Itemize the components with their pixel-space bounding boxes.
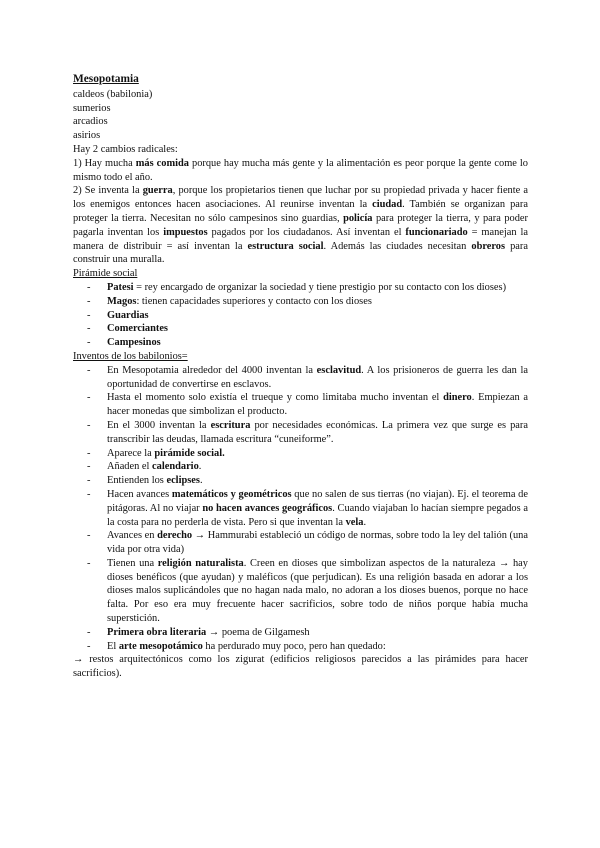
people-line: sumerios <box>73 102 111 114</box>
dash-bullet: - <box>87 281 91 293</box>
document-page <box>73 73 528 681</box>
text-run: . También se organizan para proteger la tierra. Necesitan no sólo campesinos sino guardias, <box>73 199 528 224</box>
invention-item <box>73 419 528 447</box>
inventions-list <box>73 364 528 654</box>
bold-term: dinero <box>443 392 472 404</box>
text-run: ha perdurado muy poco, pero han quedado: <box>202 640 386 652</box>
dash-bullet: - <box>87 530 91 542</box>
bold-term: pirámide social. <box>154 447 225 459</box>
change-paragraph <box>73 157 528 185</box>
text-run: Avances en <box>107 530 158 542</box>
pyramid-item <box>73 281 528 295</box>
text-run: para proteger la tierra, y para poder pagarla inventan los <box>73 212 528 238</box>
invention-item <box>73 626 528 640</box>
dash-bullet: - <box>87 626 91 638</box>
intro-line: Hay 2 cambios radicales: <box>73 143 178 155</box>
inventions-heading: Inventos de los babilonios= <box>73 350 188 362</box>
people-line: asirios <box>73 130 101 142</box>
invention-item <box>73 488 528 529</box>
dash-bullet: - <box>87 447 91 459</box>
text-run: . Además las ciudades necesitan <box>323 240 472 252</box>
invention-item <box>73 447 528 461</box>
text-run: = manejan la manera de distribuir = así inventan la <box>73 226 528 252</box>
bold-term: funcionariado <box>405 226 468 238</box>
text-run: En Mesopotamia alrededor del 4000 inventan la <box>107 364 317 376</box>
pyramid-item <box>73 309 528 323</box>
bold-term: calendario <box>152 461 199 473</box>
bold-term: ciudad <box>372 199 403 211</box>
bold-term: religión naturalista <box>157 557 244 569</box>
text-run: Entienden los <box>107 475 167 487</box>
text-run: pagados por los ciudadanos. Así inventan el <box>207 226 406 238</box>
bold-term: esclavitud <box>316 364 362 376</box>
dash-bullet: - <box>87 640 91 652</box>
bold-term: vela <box>345 516 364 528</box>
dash-bullet: - <box>87 309 91 321</box>
bold-term: guerra <box>142 185 173 197</box>
bold-term: no hacen avances geográficos <box>202 502 333 514</box>
invention-item <box>73 640 528 654</box>
text-run: . <box>198 461 202 473</box>
people-line: arcadios <box>73 116 108 128</box>
pyramid-item <box>73 295 528 309</box>
text-run: para construir una muralla. <box>73 240 528 266</box>
text-run: por necesidades económicas. La primera vez que surge es para transcribir las deudas, llamada escritura “cuneiforme”. <box>107 419 528 445</box>
bold-term: arte mesopotámico <box>118 640 203 652</box>
text-run: → poema de Gilgamesh <box>206 626 310 638</box>
pyramid-item <box>73 336 528 350</box>
dash-bullet: - <box>87 337 91 349</box>
bold-term: Campesinos <box>107 337 161 349</box>
dash-bullet: - <box>87 392 91 404</box>
dash-bullet: - <box>87 557 91 569</box>
dash-bullet: - <box>87 364 91 376</box>
document-title: Mesopotamia <box>73 73 139 85</box>
bold-term: Comerciantes <box>107 323 168 335</box>
invention-item <box>73 557 528 626</box>
text-run: : tienen capacidades superiores y contacto con los dioses <box>136 295 372 307</box>
bold-term: más comida <box>135 157 189 169</box>
text-run: El <box>107 640 119 652</box>
bold-term: policía <box>343 212 373 224</box>
bold-term: Primera obra literaria <box>107 626 207 638</box>
bold-term: Magos <box>107 295 137 307</box>
bold-term: obreros <box>471 240 506 252</box>
text-run: 2) Se inventa la <box>73 185 143 197</box>
text-run: 1) Hay mucha <box>73 157 136 169</box>
text-run: . <box>199 475 203 487</box>
dash-bullet: - <box>87 419 91 431</box>
dash-bullet: - <box>87 488 91 500</box>
people-line: caldeos (babilonia) <box>73 88 153 100</box>
bold-term: derecho <box>157 530 193 542</box>
invention-item <box>73 474 528 488</box>
text-run: . <box>363 516 367 528</box>
text-run: Tienen una <box>107 557 158 569</box>
closing-line: → restos arquitectónicos como los zigurat (edificios religiosos parecidos a las pirámides para hacer sacrificios). <box>73 654 528 680</box>
dash-bullet: - <box>87 461 91 473</box>
changes-paragraphs <box>73 157 528 267</box>
invention-item <box>73 364 528 392</box>
pyramid-list <box>73 281 528 350</box>
text-run: . Cuando viajaban lo hacían siempre pegados a la costa para no perderla de vista. Pero si que inventan la <box>107 502 528 528</box>
dash-bullet: - <box>87 475 91 487</box>
bold-term: matemáticos y geométricos <box>171 488 292 500</box>
pyramid-heading: Pirámide social <box>73 268 138 280</box>
text-run: . A los prisioneros de guerra les dan la oportunidad de convertirse en esclavos. <box>107 364 528 390</box>
bold-term: Patesi <box>107 281 134 293</box>
invention-item <box>73 529 528 557</box>
text-run: En el 3000 inventan la <box>107 419 211 431</box>
text-run: Hacen avances <box>107 488 172 500</box>
text-run: = rey encargado de organizar la sociedad y tiene prestigio por su contacto con los dioses) <box>133 281 507 293</box>
invention-item <box>73 391 528 419</box>
bold-term: eclipses <box>166 475 200 487</box>
bold-term: impuestos <box>163 226 208 238</box>
peoples-list <box>73 88 528 143</box>
text-run: . Creen en dioses que simbolizan aspectos de la naturaleza → hay dioses benéficos (que ayudan) y maléficos (que perjudican). Es una religión basada en adorar a los dioses malos suplicándoles que no hagan nada malo, no adoran a los dioses buenos, porque no hace falta. Por eso era muy frecuente hacer sacrificios, sobre todo de niños porque había mucha superstición. <box>107 557 528 625</box>
text-run: . Empiezan a hacer monedas que simbolizan el producto. <box>107 392 528 418</box>
pyramid-item <box>73 322 528 336</box>
change-paragraph <box>73 184 528 267</box>
invention-item <box>73 460 528 474</box>
dash-bullet: - <box>87 323 91 335</box>
bold-term: Guardias <box>107 309 149 321</box>
bold-term: estructura social <box>247 240 324 252</box>
text-run: Aparece la <box>107 447 155 459</box>
text-run: porque hay mucha más gente y la alimentación es peor porque la gente come lo mismo todo el año. <box>73 157 528 183</box>
text-run: Hasta el momento solo existía el trueque y como limitaba mucho inventan el <box>107 392 444 404</box>
text-run: que no salen de sus tierras (no viajan). Ej. el teorema de pitágoras. Al no viajar <box>107 488 528 514</box>
text-run: , porque los propietarios tienen que luchar por su propiedad privada y hacer fiente a los enemigos entonces hacen asociaciones. Al reunirse inventan la <box>73 185 528 211</box>
bold-term: escritura <box>210 419 251 431</box>
text-run: → Hammurabi estableció un código de normas, sobre todo la ley del talión (una vida por otra vida) <box>107 530 528 556</box>
text-run: Añaden el <box>107 461 153 473</box>
dash-bullet: - <box>87 295 91 307</box>
